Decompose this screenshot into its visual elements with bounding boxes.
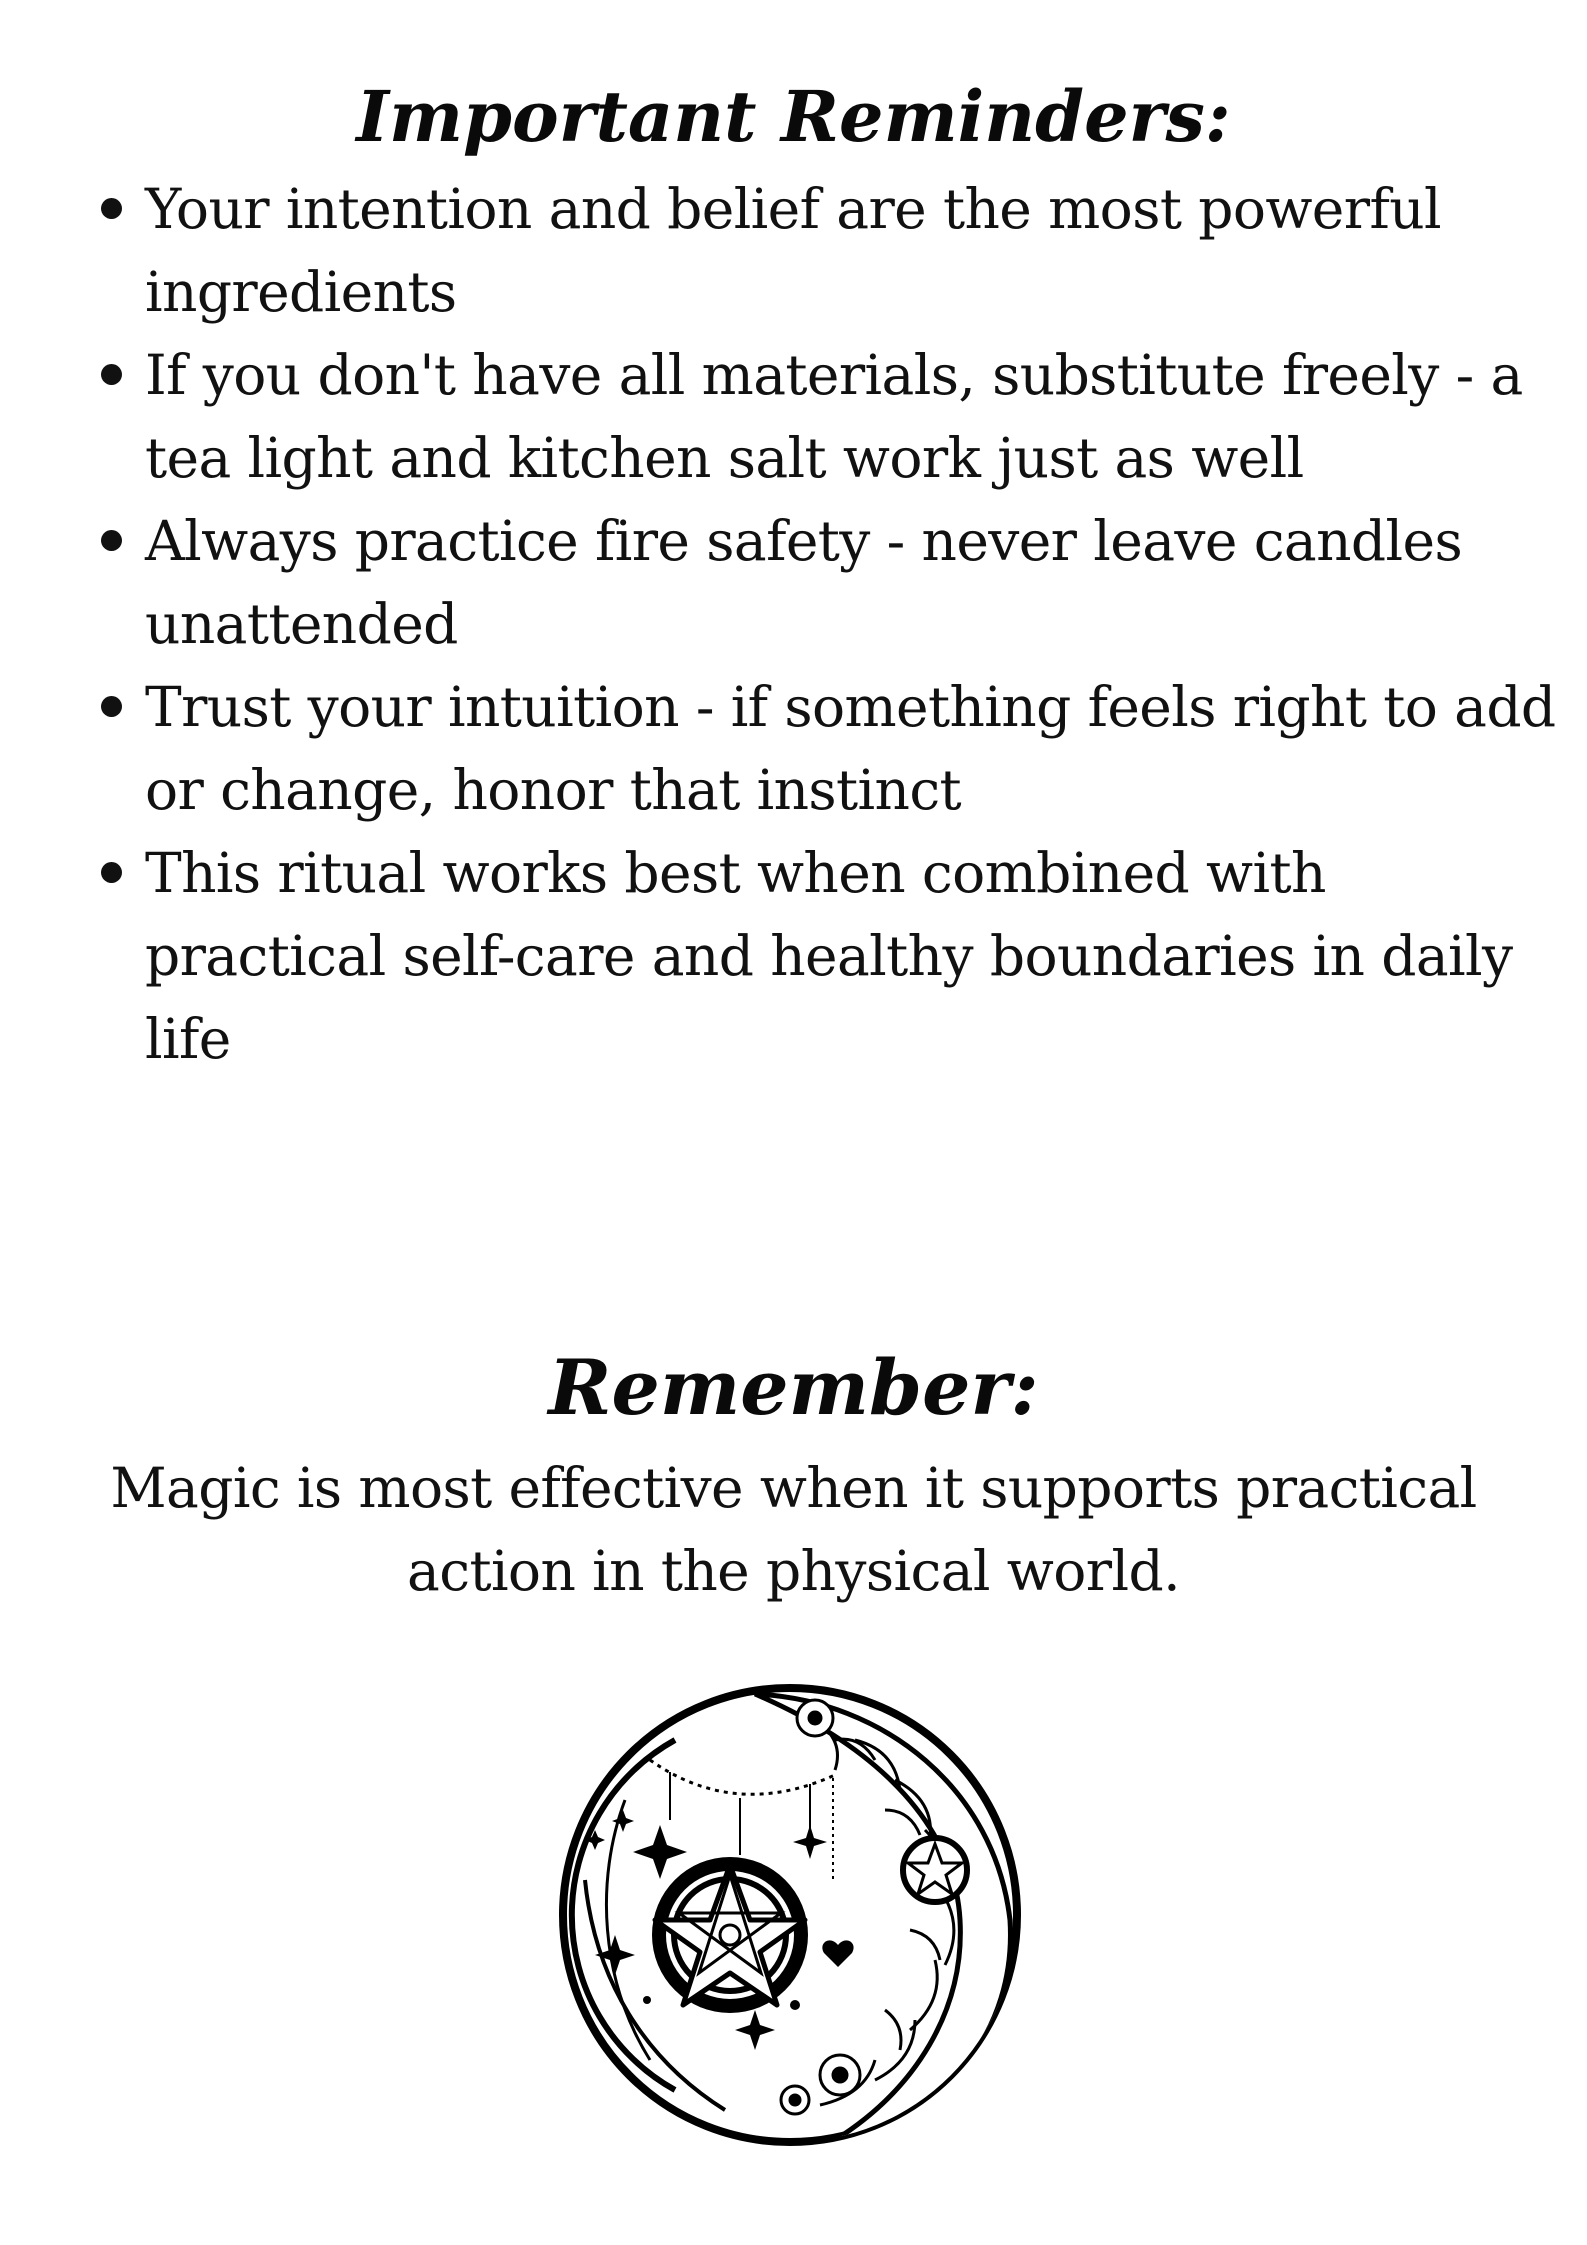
list-item — [145, 334, 1565, 500]
list-item-text: Your intention and belief are the most powerful ingredients — [145, 177, 1442, 324]
list-item-text: Always practice fire safety - never leave candles unattended — [145, 509, 1463, 656]
bullet-icon — [101, 696, 122, 717]
reminders-title: Important Reminders: — [356, 75, 1231, 158]
bullet-icon — [101, 198, 122, 219]
crescent-moon-pentacle-icon — [555, 1680, 1025, 2150]
remember-line-2: action in the physical world. — [407, 1539, 1180, 1603]
reminders-list — [145, 168, 1565, 1081]
list-item — [145, 500, 1565, 666]
remember-note — [100, 1447, 1487, 1613]
bullet-icon — [101, 530, 122, 551]
bullet-icon — [101, 364, 122, 385]
list-item-text: This ritual works best when combined with practical self-care and healthy boundaries in daily life — [145, 841, 1513, 1071]
bullet-icon — [101, 862, 122, 883]
list-item — [145, 666, 1565, 832]
list-item-text: Trust your intuition - if something feels right to add or change, honor that instinct — [145, 675, 1556, 822]
list-item-text: If you don't have all materials, substitute freely - a tea light and kitchen salt work just as well — [145, 343, 1523, 490]
remember-title: Remember: — [548, 1343, 1039, 1432]
list-item — [145, 832, 1565, 1081]
remember-line-1: Magic is most effective when it supports practical — [110, 1456, 1477, 1520]
list-item — [145, 168, 1565, 334]
